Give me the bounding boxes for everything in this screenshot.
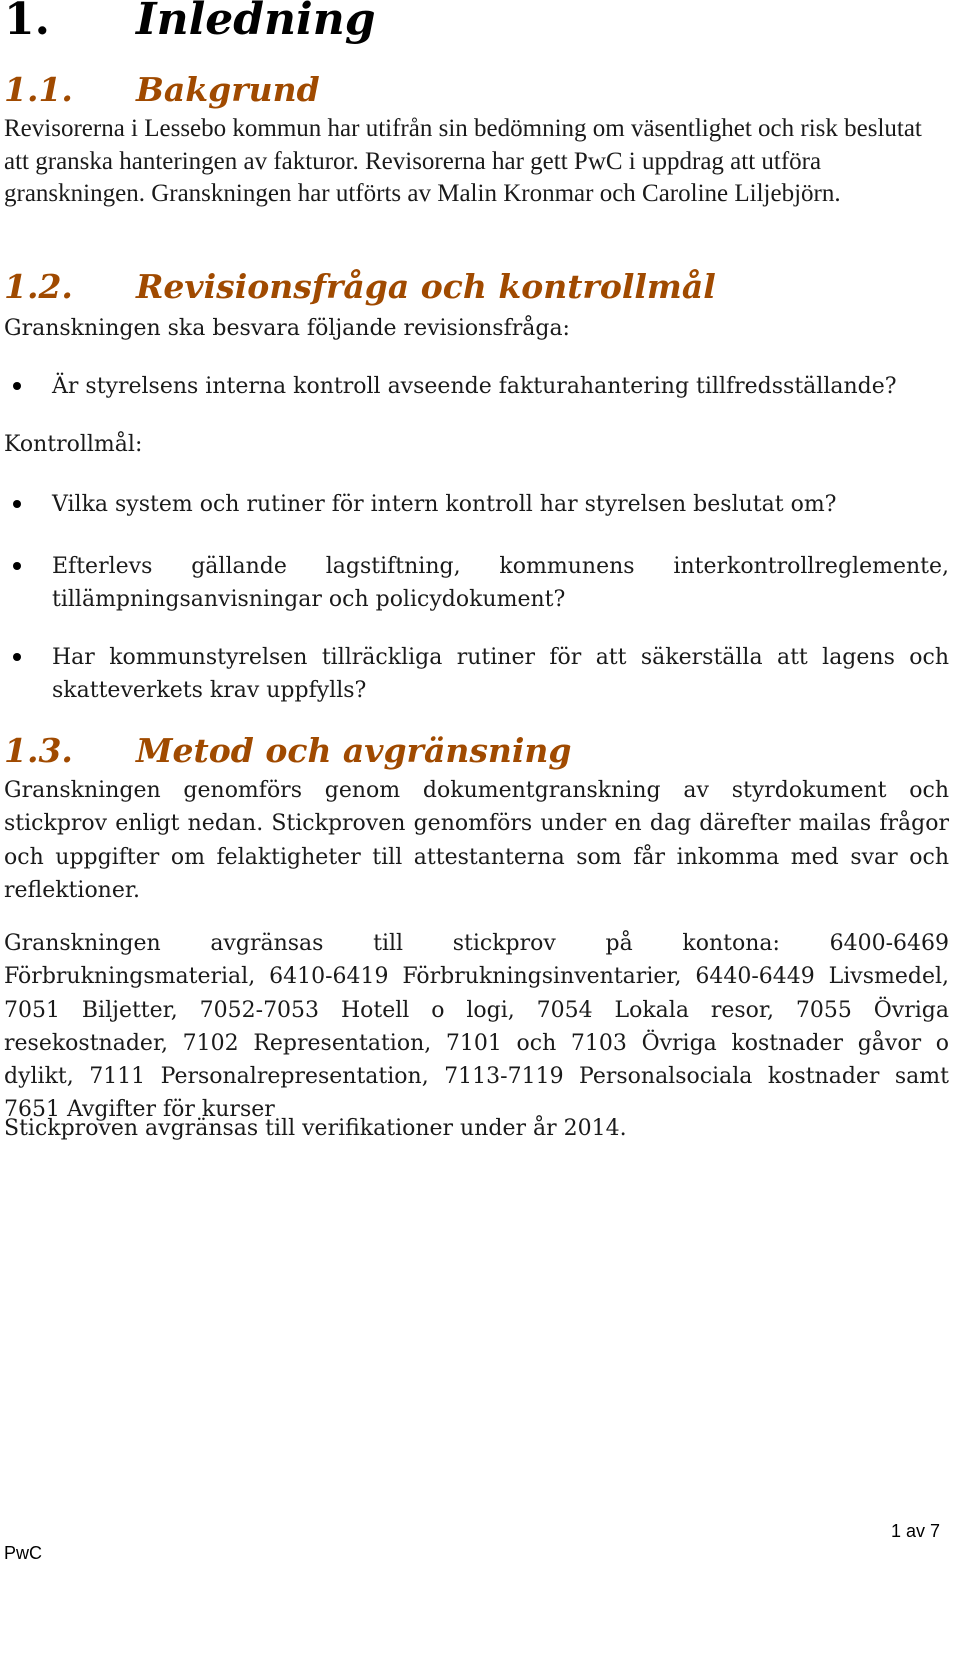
bullet-icon — [13, 562, 21, 570]
footer-company: PwC — [4, 1543, 43, 1563]
list-item-question — [4, 370, 949, 403]
chapter-heading — [4, 0, 376, 46]
section-title: Bakgrund — [136, 70, 320, 109]
section-heading-revisionsfraga — [4, 267, 716, 307]
list-item-text: Har kommunstyrelsen tillräckliga rutiner för att säkerställa att lagens och skatteverkets krav uppfylls? — [52, 645, 949, 704]
section-number: 1.2. — [4, 267, 73, 306]
method-paragraph: Granskningen genomförs genom dokumentgranskning av styrdokument och stickprov enligt nedan. Stickproven genomförs under en dag därefter mailas frågor och uppgifter om felaktigheter till attestanterna som får inkomma med svar och reflektioner. — [4, 778, 949, 903]
section-title: Metod och avgränsning — [136, 731, 572, 770]
section-number: 1.3. — [4, 731, 73, 770]
chapter-title: Inledning — [136, 0, 376, 45]
list-item-objective — [4, 488, 949, 521]
page-number: 1 av 7 — [890, 1521, 940, 1541]
list-item-objective — [4, 550, 949, 617]
bullet-icon — [13, 653, 21, 661]
list-item-text: Efterlevs gällande lagstiftning, kommunens interkontrollreglemente, tillämpningsanvisningar och policydokument? — [52, 554, 949, 613]
section-title: Revisionsfråga och kontrollmål — [136, 267, 716, 306]
background-paragraph: Revisorerna i Lessebo kommun har utifrån sin bedömning om väsentlighet och risk beslutat att granska hanteringen av fakturor. Revisorerna har gett PwC i uppdrag att utföra granskningen. Granskningen har utförts av Malin Kronmar och Caroline Liljebjörn. — [4, 115, 922, 207]
list-item-text: Vilka system och rutiner för intern kontroll har styrelsen beslutat om? — [52, 492, 837, 517]
bullet-icon — [13, 500, 21, 508]
objectives-label: Kontrollmål: — [4, 432, 143, 457]
list-item-objective — [4, 641, 949, 708]
question-intro: Granskningen ska besvara följande revisionsfråga: — [4, 316, 570, 341]
sample-paragraph: Stickproven avgränsas till verifikationer under år 2014. — [4, 1116, 627, 1141]
section-heading-metod — [4, 731, 572, 771]
section-heading-bakgrund — [4, 70, 320, 110]
section-number: 1.1. — [4, 70, 73, 109]
bullet-icon — [13, 382, 21, 390]
scope-paragraph: Granskningen avgränsas till stickprov på kontona: 6400-6469 Förbrukningsmaterial, 6410-6419 Förbrukningsinventarier, 6440-6449 Livsmedel, 7051 Biljetter, 7052-7053 Hotell o logi, 7054 Lokala resor, 7055 Övriga resekostnader, 7102 Representation, 7101 och 7103 Övriga kostnader gåvor o dylikt, 7111 Personalrepresentation, 7113-7119 Personalsociala kostnader samt 7651 Avgifter för kurser — [4, 931, 949, 1123]
chapter-number: 1. — [4, 0, 50, 45]
list-item-text: Är styrelsens interna kontroll avseende fakturahantering tillfredsställande? — [52, 374, 897, 399]
